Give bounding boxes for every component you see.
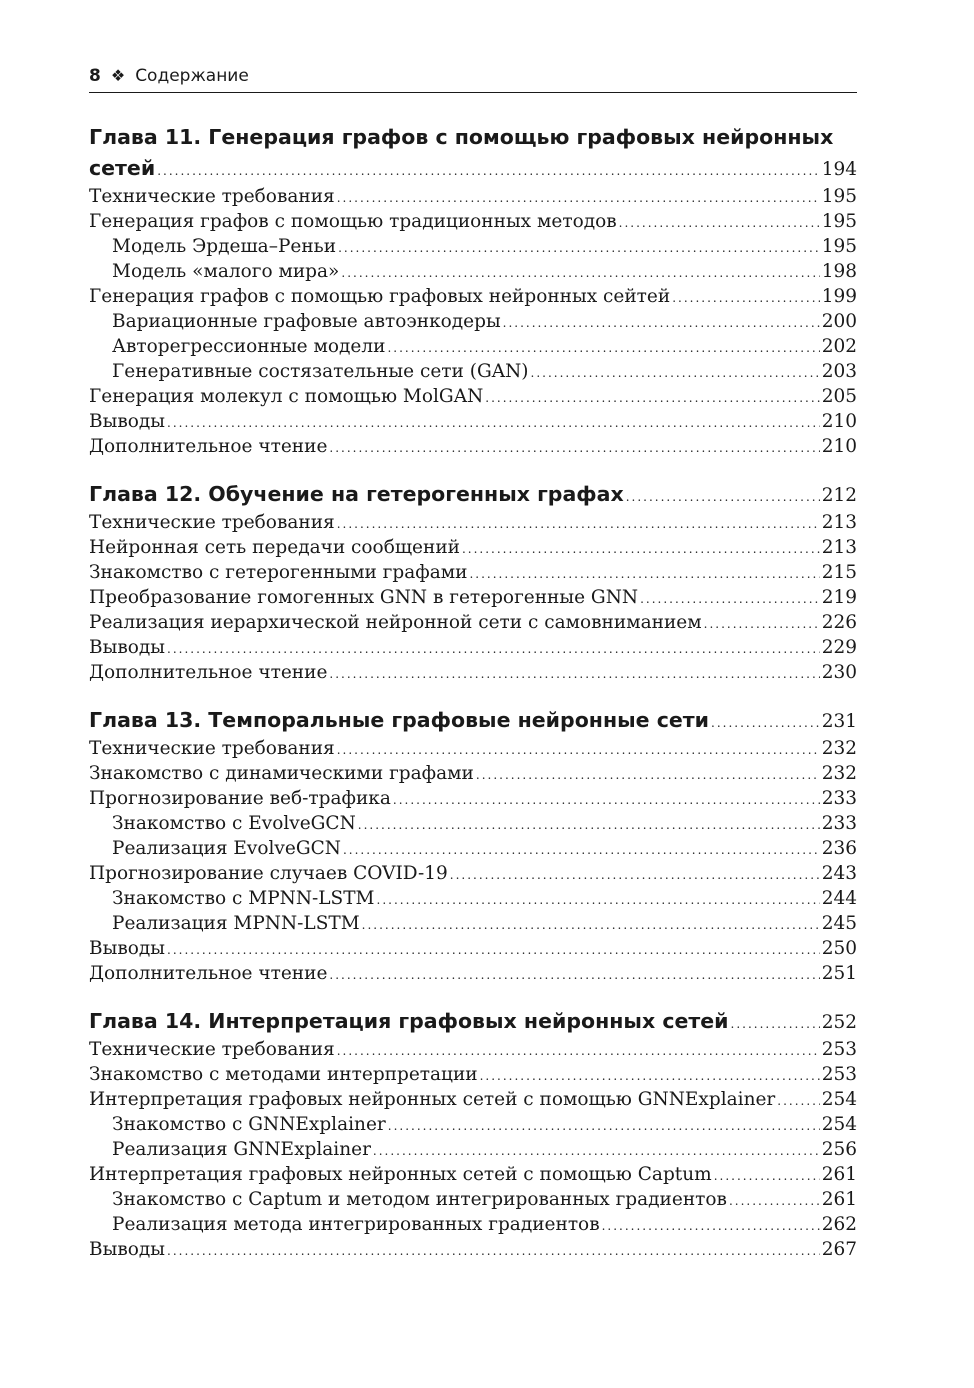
toc-entry-page: 236 (821, 838, 857, 859)
toc-section-entry[interactable] (89, 660, 857, 685)
toc-entry-title: Реализация EvolveGCN (112, 838, 341, 859)
toc-section-entry[interactable] (89, 434, 857, 459)
dot-leader (329, 963, 819, 988)
dot-leader (167, 411, 820, 436)
dot-leader (167, 637, 820, 662)
toc-entry-page: 215 (821, 562, 857, 583)
toc-entry-title: Прогнозирование веб-трафика (89, 788, 391, 809)
toc-entry-page: 232 (821, 738, 857, 759)
toc-subsection-entry[interactable] (89, 1212, 857, 1237)
dot-leader (337, 512, 820, 537)
toc-subsection-entry[interactable] (89, 886, 857, 911)
toc-entry-title: Знакомство с Captum и методом интегрированных градиентов (112, 1189, 727, 1210)
dot-leader (640, 587, 820, 612)
dot-leader (387, 336, 819, 361)
dot-leader (729, 1189, 820, 1214)
toc-entry-title: Вариационные графовые автоэнкодеры (112, 311, 501, 332)
toc-entry-title: Знакомство с динамическими графами (89, 763, 474, 784)
toc-subsection-entry[interactable] (89, 334, 857, 359)
toc-entry-title: Реализация иерархической нейронной сети с самовниманием (89, 612, 702, 633)
toc-list (89, 122, 857, 1262)
dot-leader (329, 662, 819, 687)
dot-leader (626, 482, 820, 513)
toc-entry-page: 250 (821, 938, 857, 959)
toc-entry-title: Генерация графов с помощью традиционных методов (89, 211, 617, 232)
toc-entry-title: Дополнительное чтение (89, 963, 328, 984)
toc-section-entry[interactable] (89, 610, 857, 635)
toc-entry-page: 244 (821, 888, 857, 909)
chapter-title-link[interactable] (89, 153, 857, 184)
page-number: 8 (89, 66, 101, 86)
dot-leader (329, 436, 819, 461)
chapter-block (89, 122, 857, 459)
toc-entry-title: Генерация графов с помощью графовых нейронных сейтей (89, 286, 671, 307)
toc-entry-title: Знакомство с GNNExplainer (112, 1114, 386, 1135)
toc-section-entry[interactable] (89, 1062, 857, 1087)
toc-entry-page: 195 (821, 236, 857, 257)
chapter-title-link[interactable] (89, 1006, 857, 1037)
toc-section-entry[interactable] (89, 861, 857, 886)
toc-section-entry[interactable] (89, 1087, 857, 1112)
toc-entry-title: Преобразование гомогенных GNN в гетерогенные GNN (89, 587, 639, 608)
ornament-icon: ❖ (110, 66, 126, 85)
dot-leader (476, 763, 820, 788)
toc-section-entry[interactable] (89, 1037, 857, 1062)
toc-entry-title: Знакомство с MPNN-LSTM (112, 888, 375, 909)
toc-subsection-entry[interactable] (89, 309, 857, 334)
toc-entry-page: 205 (821, 386, 857, 407)
toc-entry-title: Модель Эрдеша–Реньи (112, 236, 337, 257)
toc-entry-title: Технические требования (89, 512, 335, 533)
toc-entry-page: 243 (821, 863, 857, 884)
toc-section-entry[interactable] (89, 209, 857, 234)
dot-leader (619, 211, 820, 236)
toc-entry-title: Технические требования (89, 1039, 335, 1060)
toc-section-entry[interactable] (89, 936, 857, 961)
dot-leader (341, 261, 819, 286)
dot-leader (672, 286, 820, 311)
toc-entry-page: 262 (821, 1214, 857, 1235)
toc-entry-page: 267 (821, 1239, 857, 1260)
toc-section-entry[interactable] (89, 535, 857, 560)
toc-entry-title: Интерпретация графовых нейронных сетей с помощью GNNExplainer (89, 1089, 776, 1110)
toc-entry-title: Реализация MPNN-LSTM (112, 913, 360, 934)
toc-entry-page: 202 (821, 336, 857, 357)
toc-entry-title: Авторегрессионные модели (112, 336, 386, 357)
chapter-title-text: Глава 14. Интерпретация графовых нейронных сетей (89, 1009, 729, 1033)
toc-entry-page: 200 (821, 311, 857, 332)
toc-entry-page: 210 (821, 411, 857, 432)
toc-entry-page: 195 (821, 186, 857, 207)
toc-section-entry[interactable] (89, 384, 857, 409)
toc-entry-page: 253 (821, 1064, 857, 1085)
dot-leader (167, 938, 820, 963)
toc-entry-title: Генеративные состязательные сети (GAN) (112, 361, 529, 382)
dot-leader (480, 1064, 820, 1089)
chapter-block (89, 479, 857, 685)
toc-entry-title: Реализация GNNExplainer (112, 1139, 371, 1160)
toc-entry-title: Модель «малого мира» (112, 261, 340, 282)
toc-section-entry[interactable] (89, 184, 857, 209)
toc-section-entry[interactable] (89, 635, 857, 660)
toc-subsection-entry[interactable] (89, 811, 857, 836)
toc-entry-title: Нейронная сеть передачи сообщений (89, 537, 460, 558)
toc-entry-page: 203 (821, 361, 857, 382)
dot-leader (338, 236, 820, 261)
toc-entry-title: Прогнозирование случаев COVID-19 (89, 863, 448, 884)
chapter-page-number: 231 (821, 711, 857, 732)
dot-leader (450, 863, 820, 888)
toc-entry-page: 226 (821, 612, 857, 633)
toc-entry-page: 254 (821, 1114, 857, 1135)
running-header-title: Содержание (135, 66, 249, 86)
toc-section-entry[interactable] (89, 1237, 857, 1262)
toc-subsection-entry[interactable] (89, 259, 857, 284)
toc-entry-page: 261 (821, 1189, 857, 1210)
toc-section-entry[interactable] (89, 284, 857, 309)
toc-page (89, 66, 857, 1282)
dot-leader (343, 838, 820, 863)
chapter-block (89, 705, 857, 986)
dot-leader (485, 386, 819, 411)
toc-entry-page: 233 (821, 788, 857, 809)
dot-leader (373, 1139, 820, 1164)
toc-subsection-entry[interactable] (89, 234, 857, 259)
toc-entry-title: Выводы (89, 411, 165, 432)
dot-leader (711, 708, 820, 739)
dot-leader (362, 913, 820, 938)
toc-entry-title: Генерация молекул с помощью MolGAN (89, 386, 484, 407)
toc-entry-title: Выводы (89, 938, 165, 959)
toc-entry-title: Дополнительное чтение (89, 436, 328, 457)
toc-subsection-entry[interactable] (89, 1112, 857, 1137)
dot-leader (731, 1009, 820, 1040)
toc-section-entry[interactable] (89, 560, 857, 585)
dot-leader (388, 1114, 820, 1139)
toc-section-entry[interactable] (89, 510, 857, 535)
dot-leader (358, 813, 820, 838)
running-header (89, 66, 857, 93)
toc-entry-page: 229 (821, 637, 857, 658)
toc-entry-page: 253 (821, 1039, 857, 1060)
toc-section-entry[interactable] (89, 786, 857, 811)
chapter-title-text: сетей (89, 156, 156, 180)
toc-entry-page: 245 (821, 913, 857, 934)
dot-leader (337, 186, 820, 211)
toc-section-entry[interactable] (89, 961, 857, 986)
toc-entry-title: Интерпретация графовых нейронных сетей с помощью Captum (89, 1164, 712, 1185)
toc-subsection-entry[interactable] (89, 1137, 857, 1162)
toc-entry-page: 233 (821, 813, 857, 834)
dot-leader (777, 1089, 819, 1114)
dot-leader (704, 612, 820, 637)
dot-leader (531, 361, 820, 386)
toc-entry-title: Выводы (89, 1239, 165, 1260)
dot-leader (337, 738, 820, 763)
toc-entry-page: 261 (821, 1164, 857, 1185)
toc-subsection-entry[interactable] (89, 359, 857, 384)
toc-section-entry[interactable] (89, 409, 857, 434)
toc-entry-page: 219 (821, 587, 857, 608)
chapter-page-number: 194 (821, 159, 857, 180)
toc-section-entry[interactable] (89, 736, 857, 761)
toc-entry-page: 251 (821, 963, 857, 984)
toc-section-entry[interactable] (89, 1162, 857, 1187)
toc-entry-page: 213 (821, 537, 857, 558)
toc-entry-title: Знакомство с гетерогенными графами (89, 562, 468, 583)
toc-entry-page: 213 (821, 512, 857, 533)
dot-leader (337, 1039, 820, 1064)
toc-entry-title: Технические требования (89, 738, 335, 759)
toc-entry-title: Дополнительное чтение (89, 662, 328, 683)
chapter-title-text: Глава 12. Обучение на гетерогенных графах (89, 482, 624, 506)
toc-entry-title: Технические требования (89, 186, 335, 207)
chapter-title-text: Глава 13. Темпоральные графовые нейронные сети (89, 708, 710, 732)
toc-entry-page: 256 (821, 1139, 857, 1160)
toc-entry-page: 230 (821, 662, 857, 683)
toc-entry-title: Знакомство с методами интерпретации (89, 1064, 478, 1085)
chapter-title-text: Глава 11. Генерация графов с помощью графовых нейронных (89, 125, 834, 149)
chapter-title-link[interactable] (89, 479, 857, 510)
chapter-title-link[interactable] (89, 705, 857, 736)
toc-entry-title: Знакомство с EvolveGCN (112, 813, 356, 834)
toc-entry-page: 232 (821, 763, 857, 784)
toc-subsection-entry[interactable] (89, 911, 857, 936)
toc-section-entry[interactable] (89, 761, 857, 786)
dot-leader (157, 156, 819, 187)
toc-entry-page: 198 (821, 261, 857, 282)
dot-leader (469, 562, 819, 587)
toc-entry-page: 199 (821, 286, 857, 307)
dot-leader (714, 1164, 820, 1189)
toc-entry-page: 254 (821, 1089, 857, 1110)
toc-entry-title: Реализация метода интегрированных градиентов (112, 1214, 600, 1235)
dot-leader (602, 1214, 820, 1239)
dot-leader (462, 537, 820, 562)
toc-entry-title: Выводы (89, 637, 165, 658)
toc-subsection-entry[interactable] (89, 836, 857, 861)
dot-leader (503, 311, 820, 336)
toc-entry-page: 195 (821, 211, 857, 232)
dot-leader (167, 1239, 820, 1264)
chapter-page-number: 252 (821, 1012, 857, 1033)
dot-leader (377, 888, 820, 913)
toc-section-entry[interactable] (89, 585, 857, 610)
dot-leader (393, 788, 820, 813)
toc-entry-page: 210 (821, 436, 857, 457)
chapter-block (89, 1006, 857, 1262)
chapter-page-number: 212 (821, 485, 857, 506)
toc-subsection-entry[interactable] (89, 1187, 857, 1212)
chapter-title-link[interactable] (89, 122, 857, 153)
